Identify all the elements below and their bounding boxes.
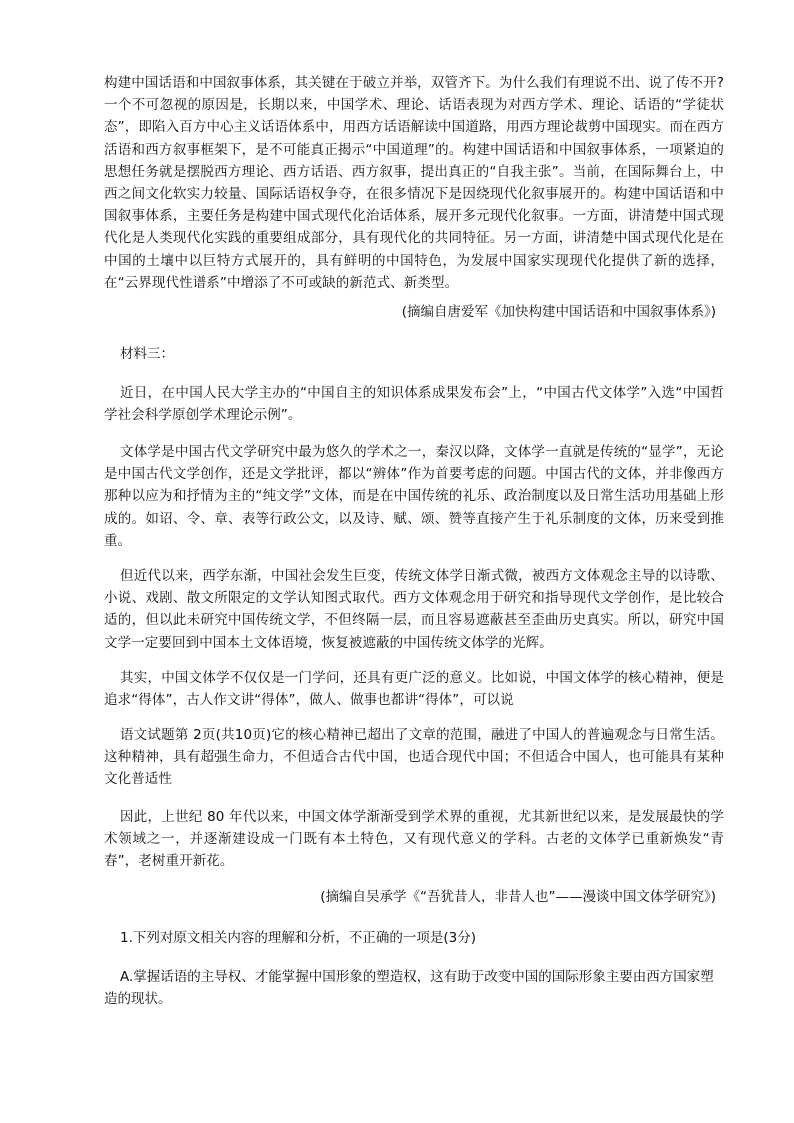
material3-paragraph-3: 但近代以来，西学东渐，中国社会发生巨变，传统文体学日渐式微，被西方文体观念主导的以诗歌、小说、戏剧、散文所限定的文学认知图式取代。西方文体观念用于研究和指导现代文学创作，是比较合适的，但以此未研究中国传统文学，不但终隔一层，而且容易遮蔽甚至歪曲历史真实。所以，研究中国文学一定要回到中国本土文体语境，恢复被遮蔽的中国传统文体学的光辉。 [104,568,724,651]
material3-paragraph-4: 其实，中国文体学不仅仅是一门学问，还具有更广泛的意义。比如说，中国文体学的核心精神，便是追求“得体”，古人作文讲“得体”，做人、做事也都讲“得体”，可以说 [104,670,724,709]
material2-paragraph [104,72,724,294]
material3-paragraph-2: 文体学是中国古代文学研究中最为悠久的学术之一，秦汉以降，文体学一直就是传统的“显学”，无论是中国古代文学创作，还是文学批评，都以“辨体”作为首要考虑的问题。中国古代的文体，并非像西方那种以应为和抒情为主的“纯文学”文体，而是在中国传统的礼乐、政治制度以及日常生活功用基础上形成的。如诏、令、章、表等行政公文，以及诗、赋、颂、赞等直接产生于礼乐制度的文体，历来受到推重。 [104,444,724,549]
material3-source: (摘编自吴承学《“吾犹昔人，非昔人也”——漫谈中国文体学研究》) [320,889,716,905]
material2-paragraph-text: 构建中国话语和中国叙事体系，其关键在于破立并举，双管齐下。为什么我们有理说不出、说了传不开?一个不可忽视的原因是，长期以来，中国学术、理论、话语表现为对西方学术、理论、话语的“学徒状态”，即陷入百方中心主义话语体系中，用西方话语解读中国道路，用西方理论裁剪中国现实。而在西方活语和西方叙事框架下，是不可能真正揭示“中国道理”的。构建中国话语和中国叙事体系，一项紧迫的思想任务就是摆脱西方理论、西方话语、西方叙事，提出真正的“自我主张”。当前，在国际舞台上，中西之间文化软实力较量、国际话语权争夺，在很多情况下是因绕现代化叙事展开的。构建中国话语和中国叙事体系，主要任务是构建中国式现代化治话体系，展开多元现代化叙事。一方面，讲清楚中国式现代化是人类现代化实践的重要组成部分，具有现代化的共同特征。另一方面，讲清楚中国式现代化是在中国的土壤中以巨特方式展开的，具有鲜明的中国特色，为发展中国家实现现代化提供了新的选择，在“云界现代性谱系”中增添了不可或缺的新范式、新类型。 [104,75,724,291]
material2-source: (摘编自唐爱军《加快构建中国话语和中国叙事体系》) [401,304,716,320]
material3-paragraph-6: 因此，上世纪 80 年代以来，中国文体学渐渐受到学术界的重视，尤其新世纪以来，是发展最快的学术领域之一，并逐渐建设成一门既有本土特色，又有现代意义的学科。古老的文体学已重新焕发“青春”，老树重开新花。 [104,809,724,870]
material3-paragraph-5: 语文试题第 2页(共10页)它的核心精神已超出了文章的范围，融进了中国人的普遍观念与日常生活。这种精神，具有超强生命力，不但适合古代中国，也适合现代中国；不但适合中国人，也可能具有某种文化普适性 [104,727,724,788]
option-a[interactable]: A.掌握话语的主导权、才能掌握中国形象的塑造权，这有助于改变中国的国际形象主要由西方国家塑造的现状。 [104,969,714,1007]
material3-paragraph-1: 近日，在中国人民大学主办的“中国自主的知识体系成果发布会”上，“中国古代文体学”入选“中国哲学社会科学原创学术理论示例”。 [104,385,724,424]
question-1: 1.下列对原文相关内容的理解和分析，不正确的一项是(3分) [120,930,477,946]
material3-label: 材料三： [120,346,174,362]
